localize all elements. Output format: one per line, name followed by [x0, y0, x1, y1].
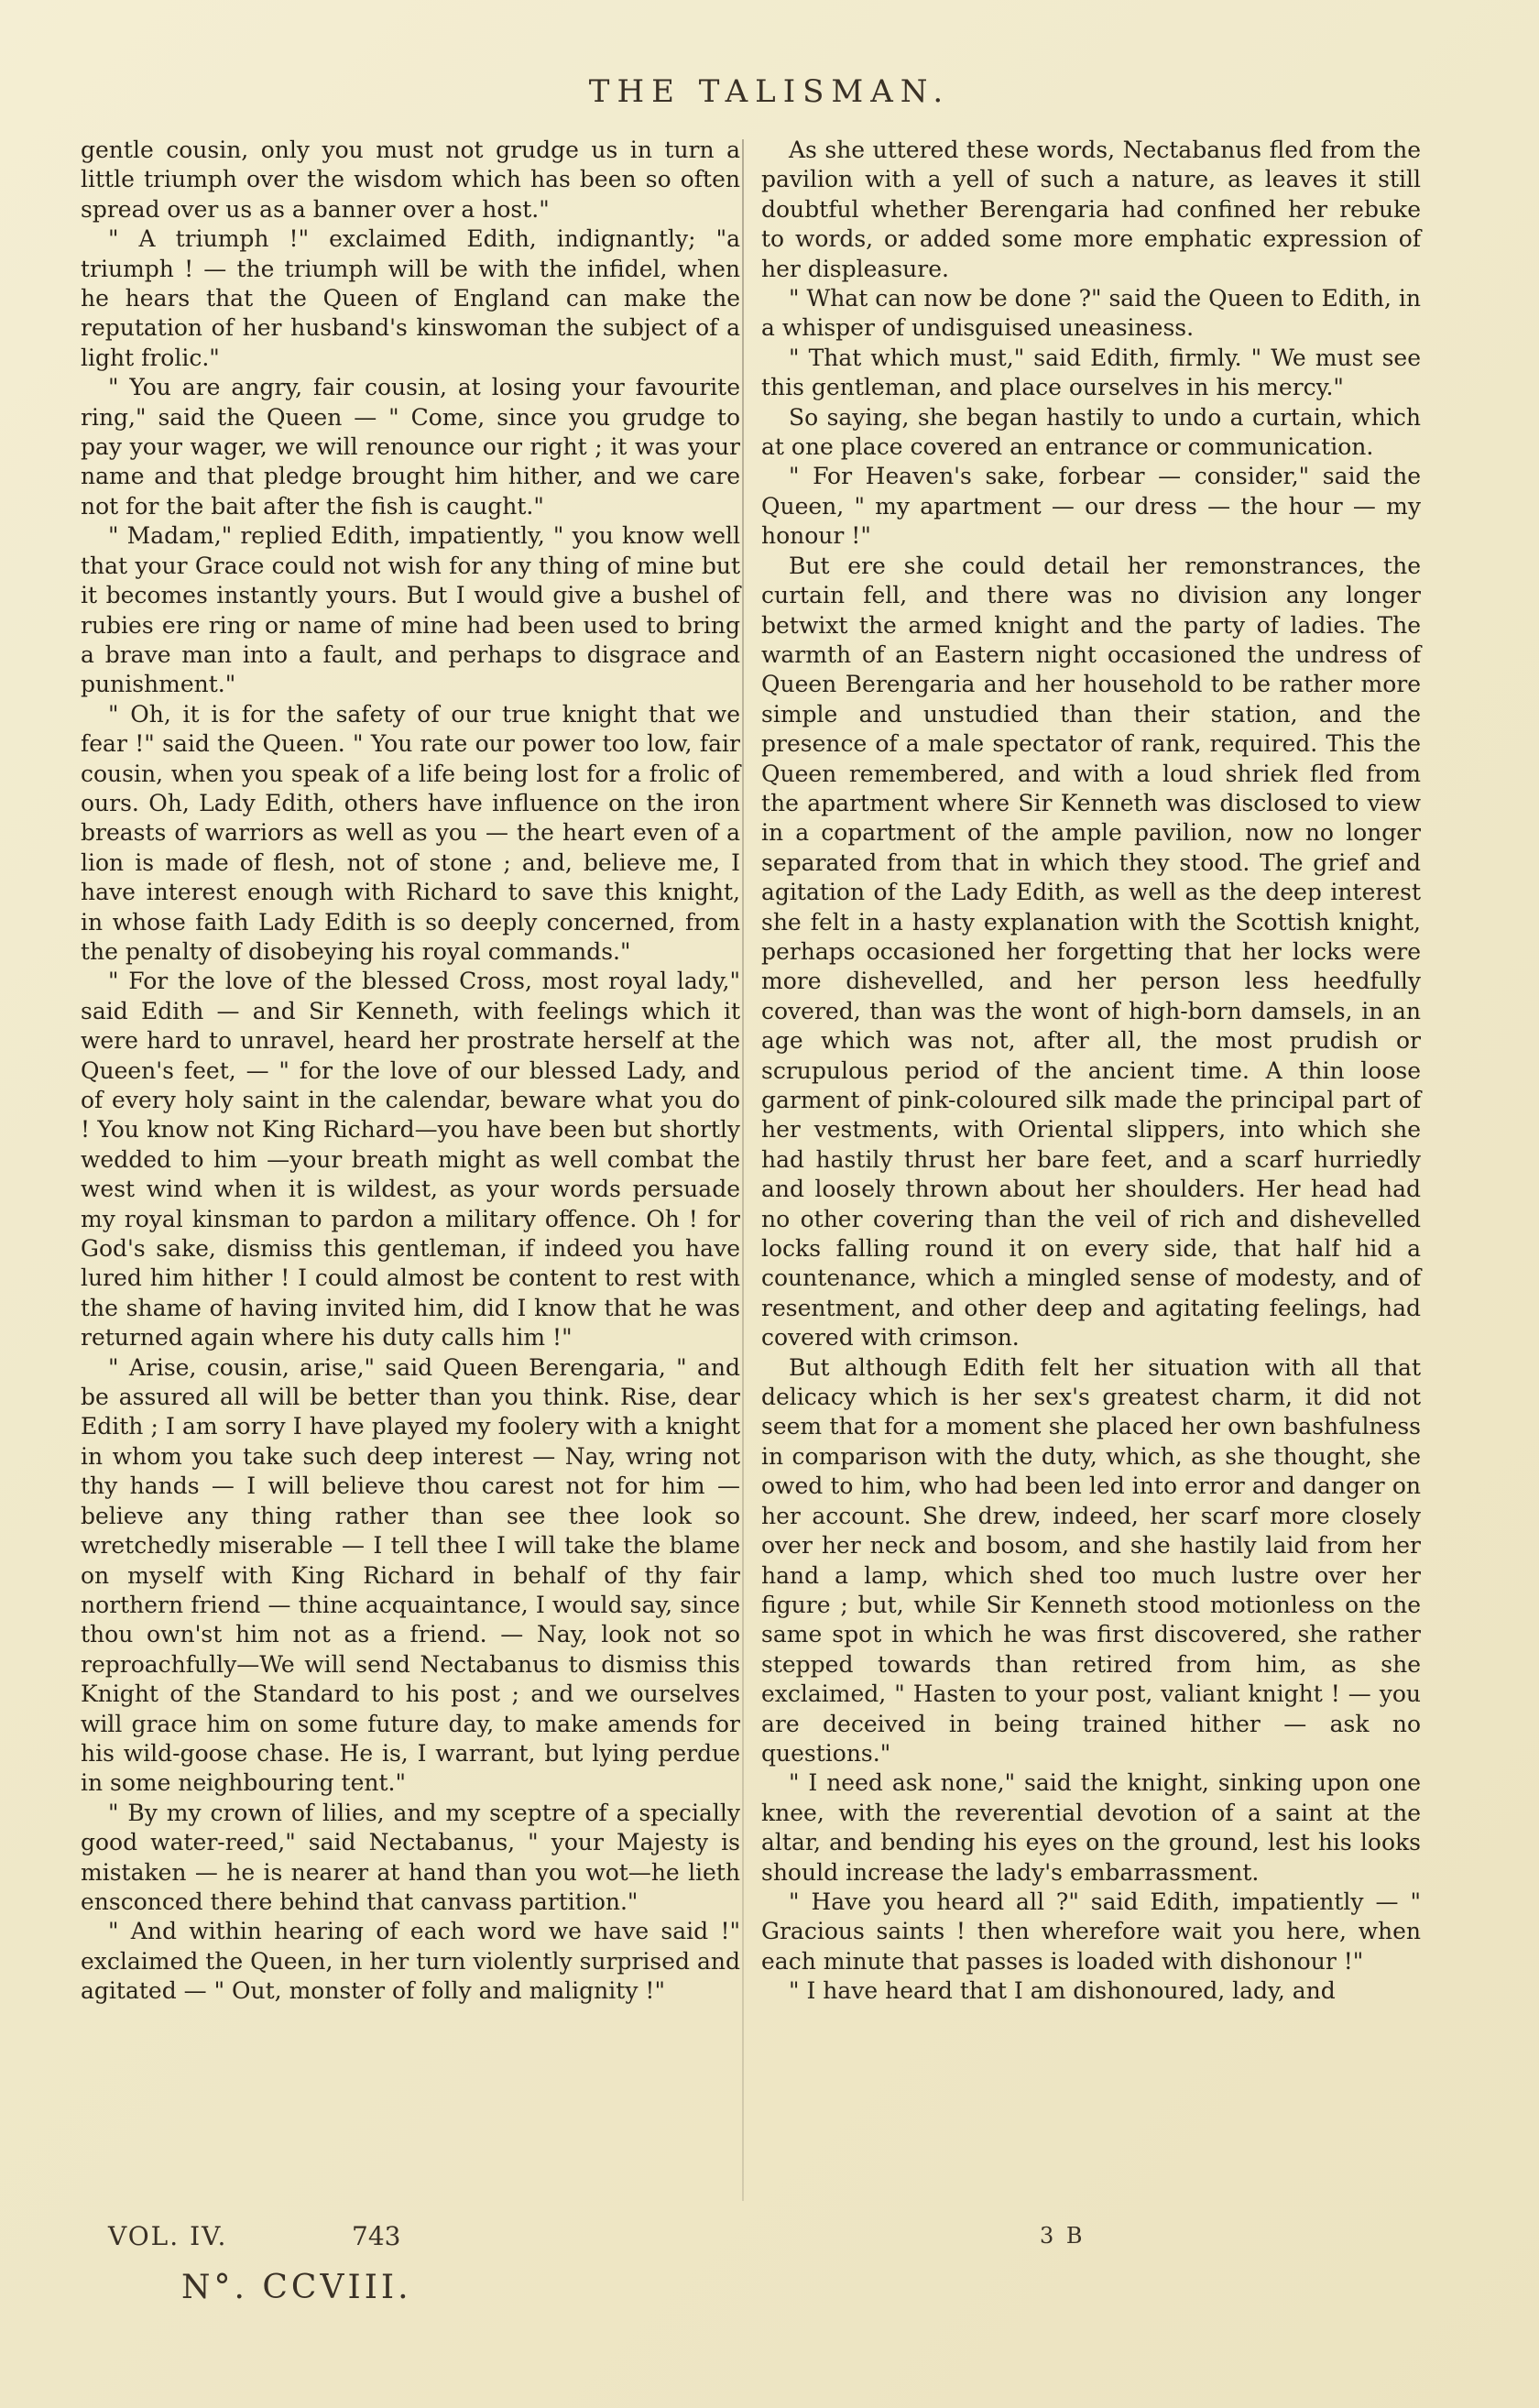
- paragraph: " And within hearing of each word we have said !" exclaimed the Queen, in her turn violently surprised and agitated — " Out, monster of folly and malignity !": [81, 1918, 740, 2005]
- paragraph: " Oh, it is for the safety of our true knight that we fear !" said the Queen. " You rate our power too low, fair cousin, when you speak of a life being lost for a frolic of ours. Oh, Lady Edith, others have influence on the iron breasts of warriors as well as you — the heart even of a lion is made of flesh, not of stone ; and, believe me, I have interest enough with Richard to save this knight, in whose faith Lady Edith is so deeply concerned, from the penalty of disobeying his royal commands.": [81, 700, 740, 965]
- paragraph: " By my crown of lilies, and my sceptre of a specially good water-reed," said Nectabanus, " your Majesty is mistaken — he is nearer at hand than you wot—he lieth ensconced there behind that canvass partition.": [81, 1799, 740, 1915]
- paragraph: " Arise, cousin, arise," said Queen Berengaria, " and be assured all will be better than you think. Rise, dear Edith ; I am sorry I have played my foolery with a knight in whom you take such deep interest — Nay, wring not thy hands — I will believe thou carest not for him — believe any thing rather than see thee look so wretchedly miserable — I tell thee I will take the blame on myself with King Richard in behalf of thy fair northern friend — thine acquaintance, I would say, since thou own'st him not as a friend. — Nay, look not so reproachfully—We will send Nectabanus to dismiss this Knight of the Standard to his post ; and we ourselves will grace him on some future day, to make amends for his wild-goose chase. He is, I warrant, but lying perdue in some neighbouring tent.": [81, 1353, 740, 1797]
- paragraph: " A triumph !" exclaimed Edith, indignantly; "a triumph ! — the triumph will be with the infidel, when he hears that the Queen of England can make the reputation of her husband's kinswoman the subject of a light frolic.": [81, 225, 740, 371]
- paragraph: " That which must," said Edith, firmly. " We must see this gentleman, and place ourselves in his mercy.": [761, 344, 1421, 401]
- paragraph: But ere she could detail her remonstrances, the curtain fell, and there was no division any longer betwixt the armed knight and the party of ladies. The warmth of an Eastern night occasioned the undress of Queen Berengaria and her household to be rather more simple and unstudied than their station, and the presence of a male spectator of rank, required. This the Queen remembered, and with a loud shriek fled from the apartment where Sir Kenneth was disclosed to view in a copartment of the ample pavilion, now no longer separated from that in which they stood. The grief and agitation of the Lady Edith, as well as the deep interest she felt in a hasty explanation with the Scottish knight, perhaps occasioned her forgetting that her locks were more dishevelled, and her person less heedfully covered, than was the wont of high-born damsels, in an age which was not, after all, the most prudish or scrupulous period of the ancient time. A thin loose garment of pink-coloured silk made the principal part of her vestments, with Oriental slippers, into which she had hastily thrust her bare feet, and a scarf hurriedly and loosely thrown about her shoulders. Her head had no other covering than the veil of rich and dishevelled locks falling round it on every side, that half hid a countenance, which a mingled sense of modesty, and of resentment, and other deep and agitating feelings, had covered with crimson.: [761, 552, 1421, 1352]
- paragraph: " What can now be done ?" said the Queen to Edith, in a whisper of undisguised uneasiness.: [761, 285, 1421, 342]
- paragraph: " You are angry, fair cousin, at losing your favourite ring," said the Queen — " Come, since you grudge to pay your wager, we will renounce our right ; it was your name and that pledge brought him hither, and we care not for the bait after the fish is caught.": [81, 374, 740, 520]
- paragraph: " Have you heard all ?" said Edith, impatiently — " Gracious saints ! then wherefore wait you here, when each minute that passes is loaded with dishonour !": [761, 1888, 1421, 1975]
- paragraph: But although Edith felt her situation with all that delicacy which is her sex's greatest charm, it did not seem that for a moment she placed her own bashfulness in comparison with the duty, which, as she thought, she owed to him, who had been led into error and danger on her account. She drew, indeed, her scarf more closely over her neck and bosom, and she hastily laid from her hand a lamp, which shed too much lustre over her figure ; but, while Sir Kenneth stood motionless on the same spot in which he was first discovered, she rather stepped towards than retired from him, as she exclaimed, " Hasten to your post, valiant knight ! — you are deceived in being trained hither — ask no questions.": [761, 1353, 1421, 1767]
- paragraph: As she uttered these words, Nectabanus fled from the pavilion with a yell of such a nature, as leaves it still doubtful whether Berengaria had confined her rebuke to words, or added some more emphatic expression of her displeasure.: [761, 137, 1421, 282]
- issue-number: N°. CCVIII.: [181, 2269, 412, 2306]
- left-column: [81, 136, 740, 2007]
- paragraph: " For the love of the blessed Cross, most royal lady," said Edith — and Sir Kenneth, with feelings which it were hard to unravel, heard her prostrate herself at the Queen's feet, — " for the love of our blessed Lady, and of every holy saint in the calendar, beware what you do ! You know not King Richard—you have been but shortly wedded to him —your breath might as well combat the west wind when it is wildest, as your words persuade my royal kinsman to pardon a military offence. Oh ! for God's sake, dismiss this gentleman, if indeed you have lured him hither ! I could almost be content to rest with the shame of having invited him, did I know that he was returned again where his duty calls him !": [81, 968, 740, 1352]
- paragraph: " I have heard that I am dishonoured, lady, and: [789, 1977, 1336, 2005]
- paragraph: " For Heaven's sake, forbear — consider," said the Queen, " my apartment — our dress — the hour — my honour !": [761, 463, 1421, 550]
- signature-mark: 3 B: [1040, 2223, 1086, 2249]
- running-head: THE TALISMAN.: [588, 73, 951, 110]
- column-divider: [742, 139, 744, 2201]
- paragraph: " Madam," replied Edith, impatiently, " you know well that your Grace could not wish for any thing of mine but it becomes instantly yours. But I would give a bushel of rubies ere ring or name of mine had been used to bring a brave man into a fault, and perhaps to disgrace and punishment.": [81, 522, 740, 698]
- paragraph: " I need ask none," said the knight, sinking upon one knee, with the reverential devotion of a saint at the altar, and bending his eyes on the ground, lest his looks should increase the lady's embarrassment.: [761, 1769, 1421, 1886]
- page-number: 743: [352, 2221, 401, 2251]
- right-column: [761, 136, 1421, 2007]
- paragraph: gentle cousin, only you must not grudge us in turn a little triumph over the wisdom which has been so often spread over us as a banner over a host.": [81, 137, 740, 223]
- paragraph: So saying, she began hastily to undo a curtain, which at one place covered an entrance or communication.: [761, 403, 1421, 461]
- volume-label: VOL. IV.: [108, 2221, 228, 2251]
